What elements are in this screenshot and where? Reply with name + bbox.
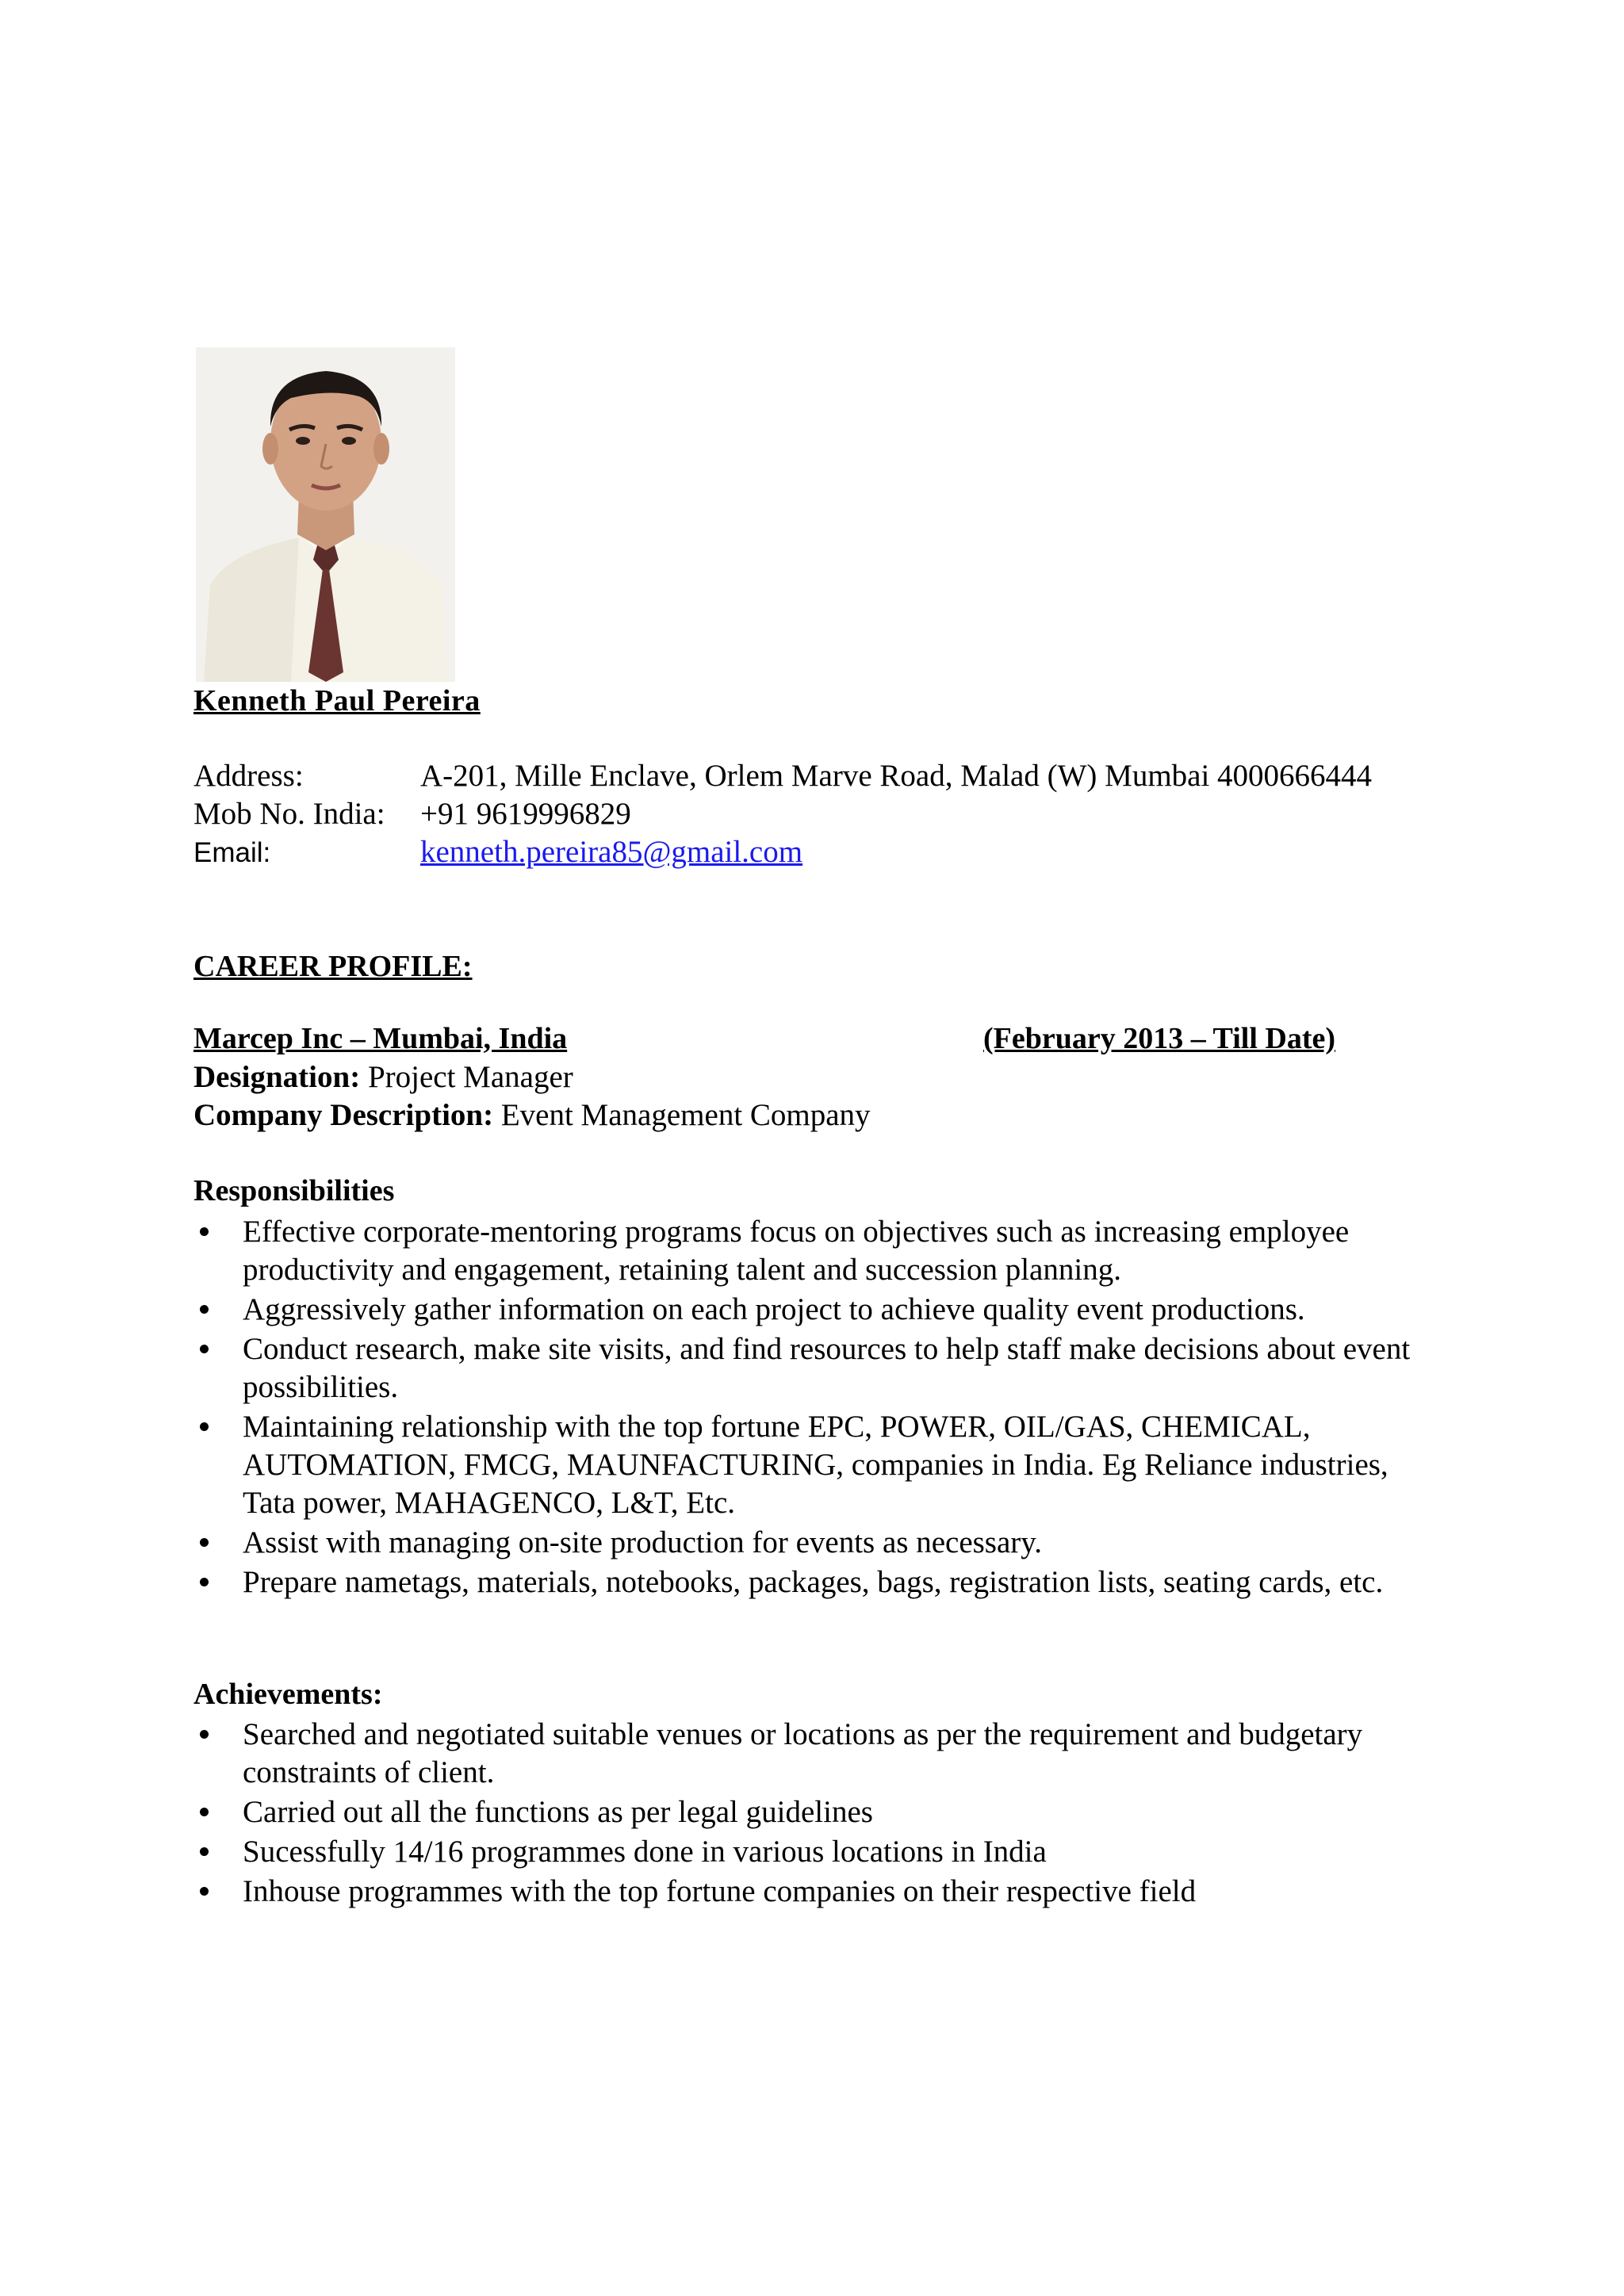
list-item: Prepare nametags, materials, notebooks, packages, bags, registration lists, seating cards, etc. (193, 1563, 1431, 1601)
list-item: Searched and negotiated suitable venues or locations as per the requirement and budgetary constraints of client. (193, 1716, 1431, 1792)
designation-value: Project Manager (367, 1060, 573, 1094)
job-title-line (193, 1021, 1335, 1056)
company-description-value: Event Management Company (500, 1098, 871, 1132)
mobile-row (193, 796, 631, 832)
bullet-icon (200, 1847, 209, 1856)
bullet-icon (200, 1422, 209, 1431)
designation-label: Designation: (193, 1060, 361, 1094)
company-description-label: Company Description: (193, 1098, 494, 1132)
profile-photo (196, 347, 455, 682)
bullet-icon (200, 1578, 209, 1586)
bullet-icon (200, 1808, 209, 1816)
bullet-icon (200, 1305, 209, 1314)
responsibilities-list (193, 1213, 1431, 1603)
bullet-icon (200, 1730, 209, 1739)
bullet-icon (200, 1538, 209, 1547)
list-item: Inhouse programmes with the top fortune companies on their respective field (193, 1873, 1431, 1911)
bullet-icon (200, 1887, 209, 1896)
bullet-icon (200, 1227, 209, 1236)
company-location: Marcep Inc – Mumbai, India (193, 1022, 568, 1055)
email-label: Email: (193, 837, 271, 868)
address-label: Address: (193, 759, 304, 793)
mobile-label: Mob No. India: (193, 797, 385, 831)
achievements-heading: Achievements: (193, 1678, 383, 1711)
address-row (193, 758, 1372, 794)
employment-period: (February 2013 – Till Date) (983, 1022, 1335, 1055)
list-item: Assist with managing on-site production for events as necessary. (193, 1524, 1431, 1562)
email-row (193, 834, 802, 870)
list-item: Effective corporate-mentoring programs focus on objectives such as increasing employee productivity and engagement, retaining talent and succession planning. (193, 1213, 1431, 1289)
list-item: Sucessfully 14/16 programmes done in various locations in India (193, 1833, 1431, 1871)
company-description-line (193, 1097, 871, 1133)
career-profile-heading: CAREER PROFILE: (193, 950, 473, 983)
designation-line (193, 1059, 573, 1095)
achievements-list (193, 1716, 1431, 1912)
address-value: A-201, Mille Enclave, Orlem Marve Road, Malad (W) Mumbai 4000666444 (420, 759, 1373, 793)
responsibilities-heading: Responsibilities (193, 1174, 395, 1207)
list-item: Conduct research, make site visits, and find resources to help staff make decisions about event possibilities. (193, 1330, 1431, 1406)
bullet-icon (200, 1345, 209, 1353)
candidate-name: Kenneth Paul Pereira (193, 684, 481, 718)
mobile-value: +91 9619996829 (420, 797, 631, 831)
list-item: Maintaining relationship with the top fortune EPC, POWER, OIL/GAS, CHEMICAL, AUTOMATION, FMCG, MAUNFACTURING, companies in India. Eg Reliance industries, Tata power, MAHAGENCO, L&T, Etc. (193, 1408, 1431, 1522)
email-link[interactable]: kenneth.pereira85@gmail.com (420, 835, 803, 869)
list-item: Carried out all the functions as per legal guidelines (193, 1793, 1431, 1831)
list-item: Aggressively gather information on each project to achieve quality event productions. (193, 1291, 1431, 1329)
